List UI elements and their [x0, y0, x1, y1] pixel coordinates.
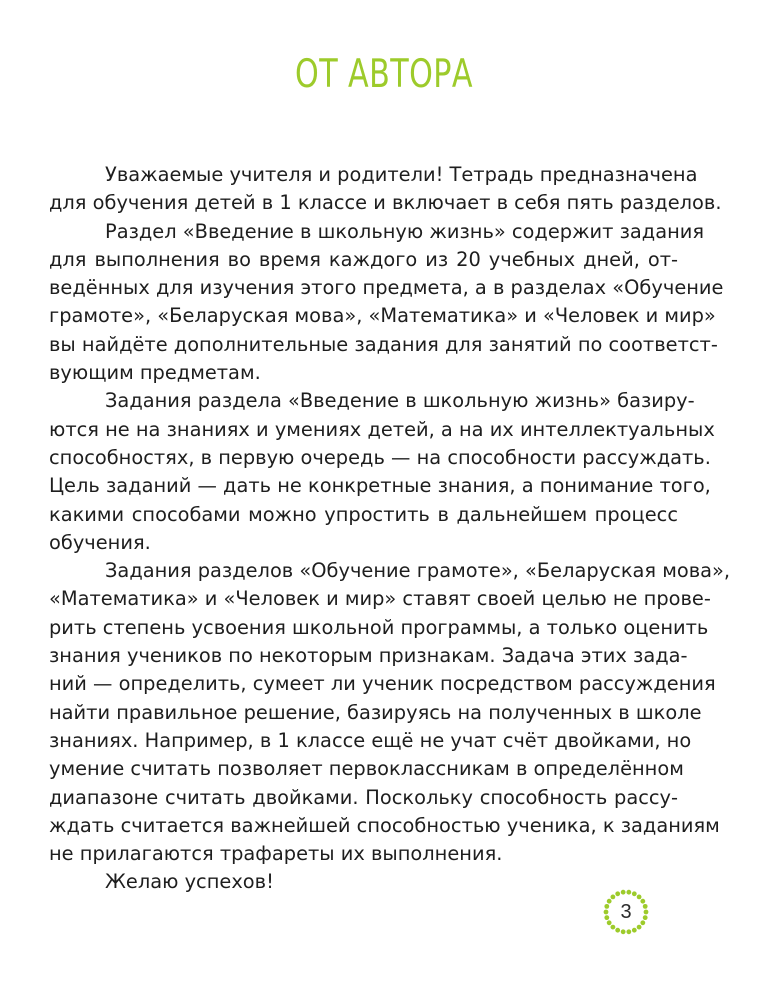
text-line: знаниях. Например, в 1 классе ещё не учат счёт двойками, но	[49, 728, 692, 752]
page-title: ОТ АВТОРА	[295, 52, 473, 97]
text-line: Желаю успехов!	[105, 870, 274, 894]
text-line: какими способами можно упростить в дальнейшем процесс	[49, 502, 678, 526]
text-line: Задания раздела «Введение в школьную жизнь» базиру-	[105, 389, 695, 413]
text-line: «Математика» и «Человек и мир» ставят своей целью не прове-	[49, 587, 711, 611]
text-line: ются не на знаниях и умениях детей, а на их интеллектуальных	[49, 417, 715, 441]
text-line: Уважаемые учителя и родители! Тетрадь предназначена	[105, 163, 698, 186]
text-line: Задания разделов «Обучение грамоте», «Беларуская мова»,	[105, 559, 731, 583]
paragraph-5	[49, 868, 678, 896]
paragraph-4	[49, 557, 731, 868]
body-text	[49, 161, 731, 897]
text-line: вующим предметам.	[49, 361, 261, 385]
text-line: ведённых для изучения этого предмета, а в разделах «Обучение	[49, 276, 724, 300]
text-line: не прилагаются трафареты их выполнения.	[49, 842, 503, 866]
text-line: знания учеников по некоторым признакам. Задача этих зада-	[49, 644, 688, 668]
text-line: для выполнения во время каждого из 20 учебных дней, от-	[49, 247, 678, 271]
paragraph-1	[49, 161, 722, 218]
page-number: 3	[620, 901, 632, 923]
text-line: для обучения детей в 1 классе и включает в себя пять разделов.	[49, 191, 722, 215]
text-line: найти правильное решение, базируясь на полученных в школе	[49, 700, 702, 724]
text-line: диапазоне считать двойками. Поскольку способность рассу-	[49, 785, 678, 809]
page-number-badge	[602, 888, 650, 936]
text-line: обучения.	[49, 530, 151, 554]
text-line: Цель заданий — дать не конкретные знания, а понимание того,	[49, 474, 711, 498]
text-line: Раздел «Введение в школьную жизнь» содержит задания	[105, 219, 705, 243]
text-line: способностях, в первую очередь — на способности рассуждать.	[49, 445, 711, 469]
paragraph-3	[49, 387, 715, 557]
text-line: ний — определить, сумеет ли ученик посредством рассуждения	[49, 672, 716, 696]
text-line: умение считать позволяет первоклассникам в определённом	[49, 757, 684, 781]
text-line: вы найдёте дополнительные задания для занятий по соответст-	[49, 332, 718, 356]
paragraph-2	[49, 218, 724, 388]
text-line: грамоте», «Беларуская мова», «Математика» и «Человек и мир»	[49, 304, 716, 328]
text-line: рить степень усвоения школьной программы, а только оценить	[49, 615, 709, 639]
text-line: ждать считается важнейшей способностью ученика, к заданиям	[49, 813, 720, 837]
